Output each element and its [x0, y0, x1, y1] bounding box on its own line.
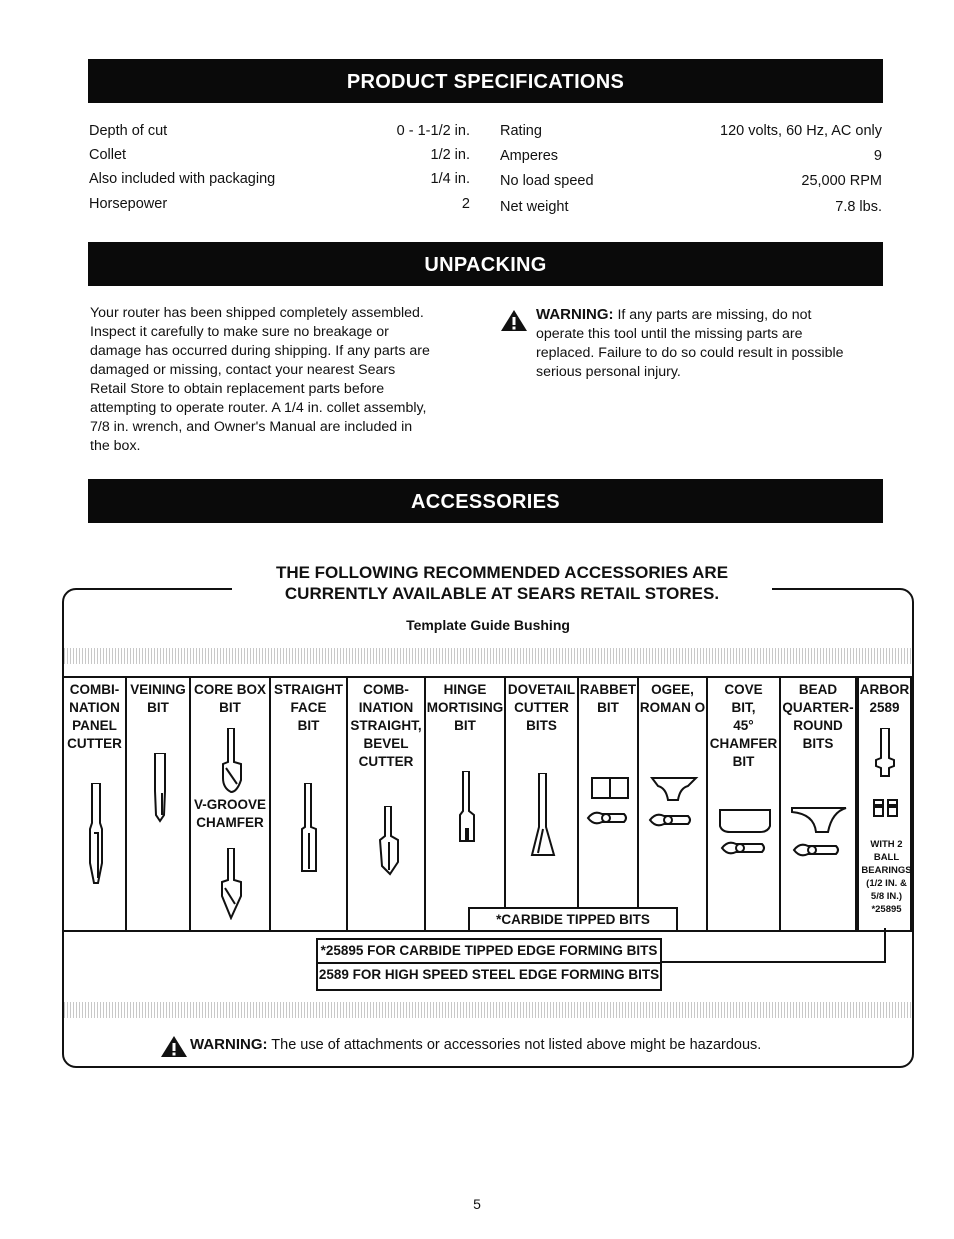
- accessories-heading: [232, 562, 772, 604]
- spec-label: Rating: [500, 123, 542, 139]
- spec-value: 1/2 in.: [430, 147, 470, 163]
- accessories-warning: [190, 1035, 890, 1055]
- spec-label: Amperes: [500, 148, 559, 164]
- carbide-tipped-bits-label: *CARBIDE TIPPED BITS: [468, 907, 678, 932]
- veining-bit-icon: [150, 753, 170, 823]
- text-line: attempting to operate router. A 1/4 in. collet assembly,: [90, 400, 427, 416]
- warning-label: WARNING:: [536, 306, 614, 323]
- stipple-band: [64, 648, 912, 664]
- warning-label: WARNING:: [190, 1036, 268, 1053]
- bracket-line: [660, 928, 890, 968]
- column-label: OGEE, ROMAN O: [639, 682, 706, 715]
- column-label: COMB- INATION STRAIGHT, BEVEL CUTTER: [350, 682, 422, 769]
- spec-label: No load speed: [500, 173, 594, 189]
- accessory-grid: [64, 676, 912, 932]
- column-label: ARBOR 2589: [859, 682, 910, 715]
- column-label: BEAD QUARTER- ROUND BITS: [782, 682, 854, 751]
- text-line: Retail Store to obtain replacement parts before: [90, 381, 385, 397]
- spec-value: 0 - 1-1/2 in.: [396, 123, 470, 139]
- column-label: CORE BOX BIT: [193, 682, 266, 715]
- text-line: Inspect it carefully to make sure no breakage or: [90, 324, 389, 340]
- spec-value: 7.8 lbs.: [835, 199, 882, 215]
- column-label: RABBET BIT: [579, 682, 637, 715]
- panel-cutter-icon: [86, 783, 106, 888]
- column-sublabel: V-GROOVE CHAMFER: [193, 797, 266, 830]
- warning-triangle-icon: [500, 308, 528, 332]
- text-line: replaced. Failure to do so could result in possible: [536, 345, 844, 361]
- spec-label: Depth of cut: [89, 123, 168, 139]
- column-label: DOVETAIL CUTTER BITS: [507, 682, 576, 733]
- v-groove-chamfer-icon: [219, 848, 245, 920]
- column-label: COMBI- NATION PANEL CUTTER: [67, 682, 122, 751]
- cove-bit-icon: [716, 806, 774, 862]
- warning-text: The use of attachments or accessories not listed above might be hazardous.: [271, 1037, 762, 1053]
- warning-triangle-icon: [160, 1034, 188, 1058]
- core-box-bit-icon: [219, 728, 245, 794]
- text-line: the box.: [90, 438, 141, 454]
- spec-value: 1/4 in.: [430, 171, 470, 187]
- spec-value: 9: [873, 148, 882, 164]
- spec-label: Collet: [89, 147, 127, 163]
- unpacking-banner: UNPACKING: [88, 242, 883, 286]
- text-line: damage has occurred during shipping. If any parts are: [90, 343, 430, 359]
- carbide-edge-box: *25895 FOR CARBIDE TIPPED EDGE FORMING BITS: [316, 938, 662, 964]
- combination-cutter-icon: [376, 806, 402, 876]
- straight-face-bit-icon: [297, 783, 321, 875]
- heading-line: CURRENTLY AVAILABLE AT SEARS RETAIL STORES.: [284, 584, 720, 603]
- ogee-bit-icon: [646, 774, 702, 836]
- text-line: 7/8 in. wrench, and Owner's Manual are included in: [90, 419, 413, 435]
- spec-value: 25,000 RPM: [801, 173, 882, 189]
- text-line: damaged or missing, contact your nearest Sears: [90, 362, 396, 378]
- spec-value: 120 volts, 60 Hz, AC only: [720, 123, 882, 139]
- template-guide-bushing-label: Template Guide Bushing: [406, 617, 570, 633]
- accessories-banner: ACCESSORIES: [88, 479, 883, 523]
- unpacking-text: [90, 304, 480, 456]
- arbor-icon: [870, 728, 900, 838]
- page-number: 5: [473, 1196, 481, 1212]
- text-line: serious personal injury.: [536, 364, 681, 380]
- text-line: operate this tool until the missing parts are: [536, 326, 803, 342]
- accessory-column: [708, 678, 781, 930]
- column-label: STRAIGHT FACE BIT: [274, 682, 343, 733]
- unpacking-warning: [536, 305, 896, 382]
- spec-label: Also included with packaging: [89, 171, 276, 187]
- column-label: VEINING BIT: [130, 682, 186, 715]
- spec-label: Net weight: [500, 199, 569, 215]
- column-label: COVE BIT, 45° CHAMFER BIT: [709, 682, 778, 769]
- specs-banner: PRODUCT SPECIFICATIONS: [88, 59, 883, 103]
- accessory-column: [348, 678, 426, 930]
- heading-line: THE FOLLOWING RECOMMENDED ACCESSORIES ARE: [275, 563, 729, 582]
- dovetail-cutter-icon: [530, 773, 556, 857]
- text-line: If any parts are missing, do not: [617, 307, 812, 323]
- column-label: HINGE MORTISING BIT: [426, 682, 504, 733]
- rabbet-bit-icon: [584, 774, 636, 834]
- spec-value: 2: [461, 196, 470, 212]
- spec-label: Horsepower: [89, 196, 168, 212]
- stipple-band: [64, 1002, 912, 1018]
- hinge-mortising-bit-icon: [454, 771, 480, 843]
- column-note: WITH 2 BALL BEARINGS (1/2 IN. & 5/8 IN.) *25895: [861, 839, 912, 915]
- bead-quarter-round-icon: [788, 804, 850, 864]
- text-line: Your router has been shipped completely assembled.: [90, 305, 424, 321]
- hss-edge-box: 2589 FOR HIGH SPEED STEEL EDGE FORMING BITS: [316, 964, 662, 991]
